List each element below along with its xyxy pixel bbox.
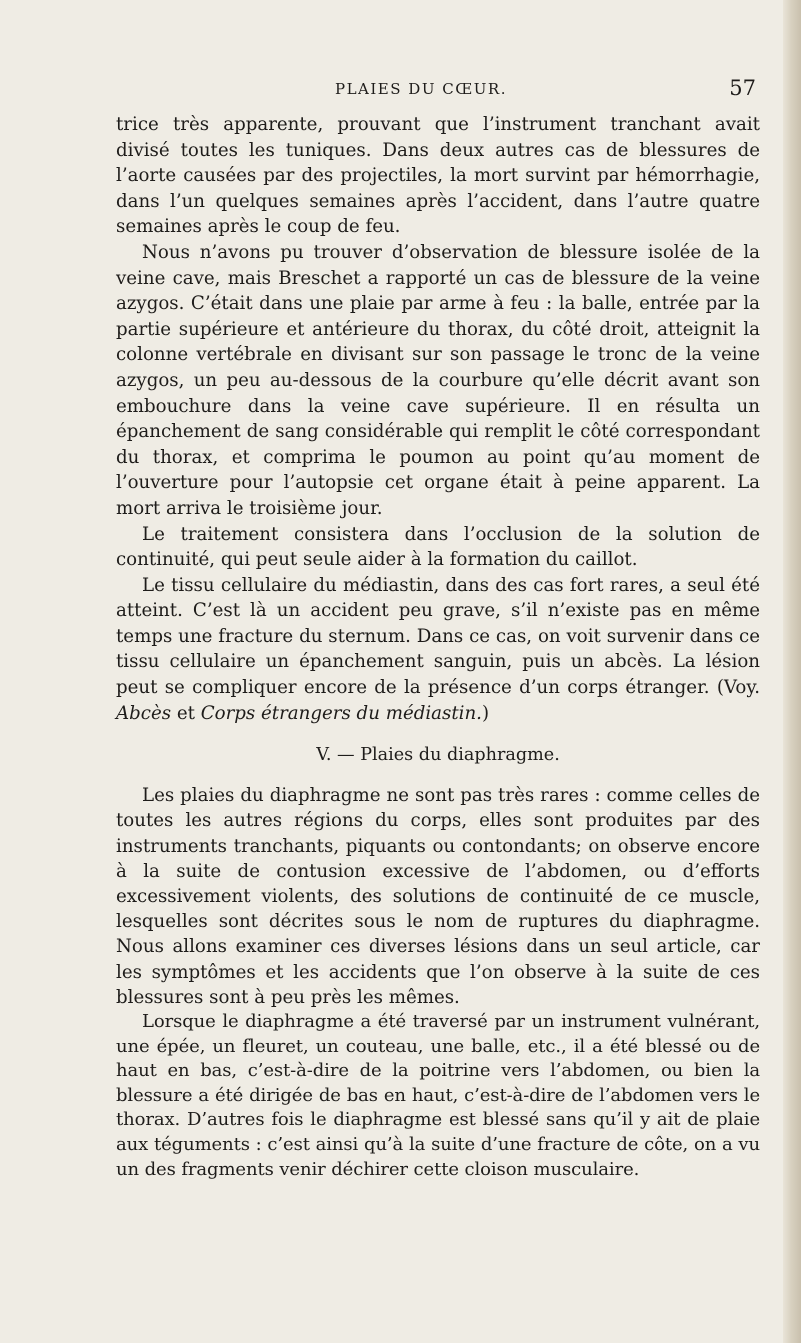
paragraph-treatment: Le traitement consistera dans l’occlusion de la solution de continuité, qui peut seule aider à la formation du caillot.	[116, 523, 760, 571]
page-number: 57	[729, 76, 756, 100]
reference-close-paren: )	[481, 702, 490, 724]
paragraph-aorta-continued: trice très apparente, prouvant que l’instrument tranchant avait divisé toutes les tuniques. Dans deux autres cas de blessures de l’aorte causées par des projectiles, la mort survint par hémorrhagie, dans l’un quelques semaines après l’accident, dans l’autre quatre semaines après le coup de feu.	[116, 114, 760, 238]
reference-corps-etrangers: Corps étrangers du médiastin.	[200, 702, 482, 724]
reference-abces: Abcès	[116, 702, 172, 724]
reference-conjunction: et	[171, 702, 201, 724]
section-heading-diaphragm: V. — Plaies du diaphragme.	[316, 745, 560, 766]
paragraph-diaphragm-wound-direction: Lorsque le diaphragme a été traversé par un instrument vulnérant, une épée, un fleuret, un couteau, une balle, etc., il a été blessé ou de haut en bas, c’est-à-dire de la poitrine vers l’abdomen, ou bien la blessure a été dirigée de bas en haut, c’est-à-dire de l’abdomen vers le thorax. D’autres fois le diaphragme est blessé sans qu’il y ait de plaie aux téguments : c’est ainsi qu’à la suite d’une fracture de côte, on a vu un des fragments venir déchirer cette cloison musculaire.	[116, 1011, 760, 1180]
page-body	[116, 112, 760, 1182]
page-header	[116, 76, 756, 106]
paragraph-diaphragm-intro: Les plaies du diaphragme ne sont pas très rares : comme celles de toutes les autres régions du corps, elles sont produites par des instruments tranchants, piquants ou contondants; on observe encore à la suite de contusion excessive de l’abdomen, ou d’efforts excessivement violents, des solutions de continuité de ce muscle, lesquelles sont décrites sous le nom de ruptures du diaphragme. Nous allons examiner ces diverses lésions dans un seul article, car les symptômes et les accidents que l’on observe à la suite de ces blessures sont à peu près les mêmes.	[116, 785, 760, 1008]
mediastinum-text: Le tissu cellulaire du médiastin, dans des cas fort rares, a seul été atteint. C’est là un accident peu grave, s’il n’existe pas en même temps une fracture du sternum. Dans ce cas, on voit survenir dans ce tissu cellulaire un épanchement sanguin, puis un abcès. La lésion peut se compliquer encore de la présence d’un corps étranger. (Voy.	[116, 574, 760, 699]
page-edge	[783, 0, 801, 1343]
paragraph-vena-cava-azygos: Nous n’avons pu trouver d’observation de blessure isolée de la veine cave, mais Breschet a rapporté un cas de blessure de la veine azygos. C’était dans une plaie par arme à feu : la balle, entrée par la partie supérieure et antérieure du thorax, du côté droit, atteignit la colonne vertébrale en divisant sur son passage le tronc de la veine azygos, un peu au-dessous de la courbure qu’elle décrit avant son embouchure dans la veine cave supérieure. Il en résulta un épanchement de sang considérable qui remplit le côté correspondant du thorax, et comprima le poumon au point qu’au moment de l’ouverture pour l’autopsie cet organe était à peine apparent. La mort arriva le troisième jour.	[116, 241, 760, 519]
paragraph-mediastinum	[116, 573, 760, 727]
running-title: PLAIES DU CŒUR.	[335, 80, 507, 98]
